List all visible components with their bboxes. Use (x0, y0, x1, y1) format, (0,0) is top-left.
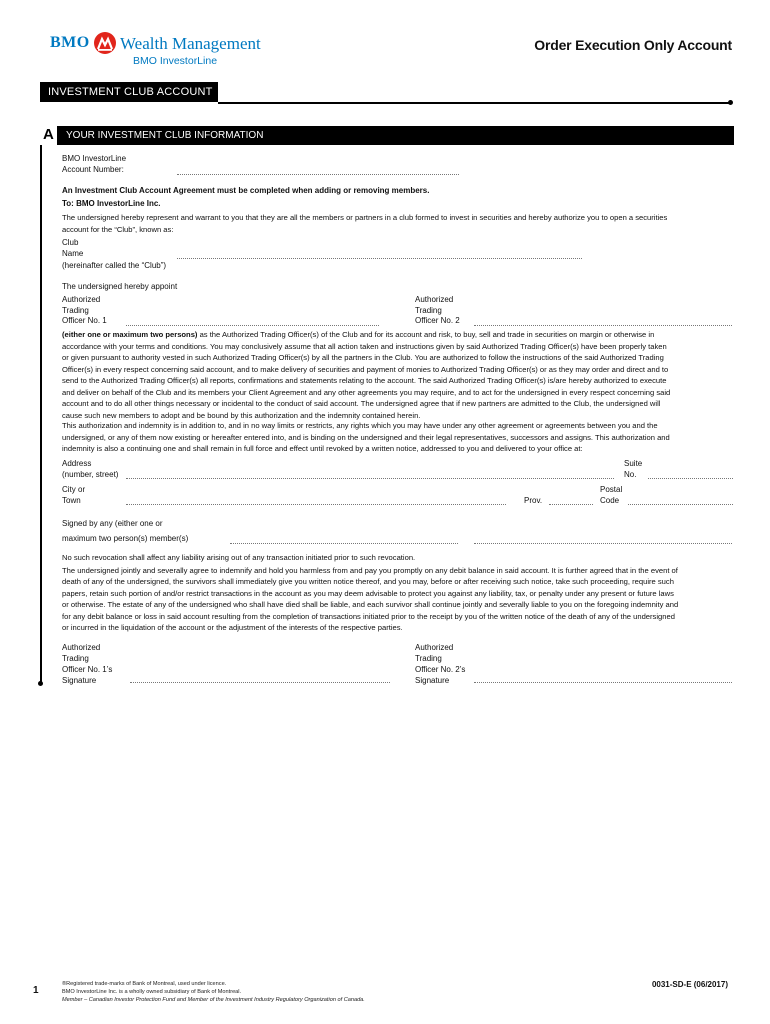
address-field[interactable] (126, 478, 614, 479)
logo-wealth-text: Wealth Management (120, 34, 261, 53)
officer2-label (415, 295, 460, 327)
prov-label: Prov. (524, 496, 543, 505)
bmo-roundel-icon (94, 32, 116, 54)
officer1-label-line1: Authorized (62, 295, 101, 304)
signed-by-line1: Signed by any (either one or (62, 519, 163, 528)
authorization-para-line1: as the Authorized Trading Officer(s) of the Club and for its account and risk, to buy, sell and trade in securities on margin or otherwise in (197, 330, 655, 339)
prov-field[interactable] (549, 504, 593, 505)
revocation-paragraph (62, 552, 742, 634)
club-label-line2: Name (62, 248, 84, 258)
revocation-para-line0: No such revocation shall affect any liability arising out of any transaction initiated prior to such revocation. (62, 553, 416, 562)
indemnity-para-line2: undersigned, or any of them now existing or hereafter entered into, and is binding on the undersigned and their legal representatives, successors and assigns. This authorization and (62, 432, 670, 442)
suite-label-line1: Suite (624, 459, 643, 468)
account-number-field[interactable] (177, 174, 459, 175)
footer-line3: Member – Canadian Investor Protection Fund and Member of the Investment Industry Regulatory Organization of Canada. (62, 997, 365, 1003)
authorization-paragraph (62, 329, 742, 421)
postal-label-line2: Code (600, 495, 620, 505)
authorization-para-line3: or given pursuant to authority vested in such Authorized Trading Officer(s) by all the partners in the Club. You are authorized to follow the instructions of the said Authorized Trading (62, 353, 664, 362)
indemnity-para-line1: This authorization and indemnity is in addition to, and in no way limits or restricts, any rights which you may have under any other agreement or agreements between you and the (62, 421, 658, 430)
officer2-label-line2: Trading (415, 305, 442, 315)
appoint-text: The undersigned hereby appoint (62, 282, 178, 291)
revocation-para-line5: for any debit balance or loss in said account resulting from the completion of transactions initiated prior to the receipt by you of the written notice of the death of any of the undersigned (62, 611, 675, 621)
officer1-signature-field[interactable] (130, 682, 390, 683)
section-a-header (40, 126, 734, 145)
officer1-label (62, 295, 107, 327)
rule-end-dot (728, 100, 733, 105)
sig2-label-line3: Officer No. 2’s (415, 665, 466, 674)
agreement-paragraph (62, 212, 742, 235)
postal-field[interactable] (628, 504, 733, 505)
form-code: 0031-SD-E (06/2017) (651, 980, 728, 989)
sig1-label (62, 642, 112, 686)
logo-bmo-text: BMO (50, 34, 90, 51)
sig1-label-line1: Authorized (62, 643, 101, 652)
address-label-line1: Address (62, 459, 92, 468)
account-label-line2: Account Number: (62, 164, 124, 174)
sig2-label-line4: Signature (415, 676, 450, 685)
sig2-label-line2: Trading (415, 654, 442, 663)
sig2-label (415, 642, 465, 686)
footer-line2: BMO InvestorLine Inc. is a wholly owned subsidiary of Bank of Montreal. (62, 989, 242, 995)
officer1-label-line3: Officer No. 1 (62, 316, 107, 325)
indemnity-para-line3: indemnity is also a continuing one and shall remain in full force and effect until revoked by a written notice, addressed to you and delivered to your office at: (62, 444, 583, 453)
member-signature-field-2[interactable] (474, 543, 732, 544)
authorization-para-line5: send to the Authorized Trading Officer(s) all reports, confirmations and statements relating to the account. The said Authorized Trading Officer(s) is/are hereby authorized to execute (62, 376, 667, 385)
agreement-to: To: BMO InvestorLine Inc. (62, 199, 161, 208)
officer1-label-line2: Trading (62, 305, 89, 315)
signed-by-label (62, 519, 188, 544)
city-label-line2: Town (62, 495, 81, 505)
section-a-letter-text: A (43, 126, 54, 143)
page-number: 1 (33, 985, 39, 996)
left-rule-end-dot (38, 681, 43, 686)
section-a-title: YOUR INVESTMENT CLUB INFORMATION (66, 130, 264, 141)
agreement-para-line2: account for the “Club”, known as: (62, 224, 174, 234)
account-label (62, 154, 126, 175)
left-vertical-rule (40, 145, 42, 683)
section-a-letter (40, 126, 57, 145)
authorization-para-bold: (either one or maximum two persons) (62, 330, 198, 339)
officer1-name-field[interactable] (126, 325, 379, 326)
signed-by-line2: maximum two person(s) member(s) (62, 533, 189, 543)
agreement-para-line1: The undersigned hereby represent and warrant to you that they are all the members or partners in a club formed to invest in securities and hereby authorize you to open a securities (62, 213, 668, 222)
postal-label (600, 485, 622, 506)
sig1-label-line3: Officer No. 1’s (62, 665, 113, 674)
section-bar (40, 82, 218, 102)
revocation-para-line4: or otherwise. The estate of any of the undersigned who shall have died shall be liable, and each survivor shall continue jointly and severally liable to you on the foregoing indemnity and (62, 600, 679, 609)
agreement-heading: An Investment Club Account Agreement must be completed when adding or removing members. (62, 186, 430, 195)
address-label-line2: (number, street) (62, 469, 119, 479)
officer2-label-line1: Authorized (415, 295, 454, 304)
revocation-para-line6: or incurred in the liquidation of the account or the adjustment of the interests of the respective parties. (62, 623, 403, 632)
postal-label-line1: Postal (600, 485, 623, 494)
section-bar-rule (218, 102, 730, 104)
club-label (62, 238, 166, 272)
account-label-line1: BMO InvestorLine (62, 154, 127, 163)
footer-legal (62, 980, 365, 1004)
sig1-label-line2: Trading (62, 654, 89, 663)
city-label (62, 485, 85, 506)
member-signature-field-1[interactable] (230, 543, 458, 544)
revocation-para-line3: papers, retain such portion of and/or restrict transactions in the account as you may deem advisable to protect you against any liability, tax, or penalty under any present or future laws (62, 588, 674, 598)
address-label (62, 459, 118, 480)
city-label-line1: City or (62, 485, 86, 494)
authorization-para-line7: account and to do all other things necessary or incidental to the conduct of said account. The undersigned agree that if new partners are admitted to the Club, the undersigned will (62, 399, 661, 408)
club-label-line3: (hereinafter called the “Club”) (62, 261, 167, 270)
sig1-label-line4: Signature (62, 676, 97, 685)
sig2-label-line1: Authorized (415, 643, 454, 652)
suite-label (624, 459, 642, 480)
suite-field[interactable] (648, 478, 733, 479)
suite-label-line2: No. (624, 469, 637, 479)
section-bar-title: INVESTMENT CLUB ACCOUNT (48, 86, 213, 98)
authorization-para-line8: cause such new members to adopt and be bound by this authorization and the indemnity contained herein. (62, 410, 421, 420)
revocation-para-line2: death of any of the undersigned, the survivors shall immediately give you written notice thereof, and you may, before or after receiving such notice, take such proceeding, require such (62, 577, 674, 586)
page-title: Order Execution Only Account (534, 37, 732, 53)
logo (46, 31, 296, 71)
officer2-signature-field[interactable] (474, 682, 732, 683)
footer-line1: ®Registered trade-marks of Bank of Montreal, used under licence. (62, 981, 227, 987)
indemnity-paragraph (62, 420, 742, 455)
club-label-line1: Club (62, 238, 79, 247)
officer2-label-line3: Officer No. 2 (415, 316, 460, 325)
authorization-para-line2: accordance with your terms and conditions. You may conclusively assume that all action taken and instructions given by said Authorized Trading Officer(s) have been properly taken (62, 341, 667, 351)
logo-investorline-text: BMO InvestorLine (133, 55, 218, 67)
authorization-para-line6: and deliver on behalf of the Club and its members your Client Agreement and any other agreements you may require, and to act for the undersigned in every respect concerning said (62, 387, 671, 397)
officer2-name-field[interactable] (474, 325, 732, 326)
authorization-para-line4: Officer(s) in every respect concerning said account, and to make delivery of securities and payment of monies to Authorized Trading Officer(s) or as they may order and direct and to (62, 364, 669, 374)
revocation-para-line1: The undersigned jointly and severally agree to indemnify and hold you harmless from and pay you promptly on any debit balance in said account. It is further agreed that in the event of (62, 565, 678, 575)
club-name-field[interactable] (177, 258, 582, 259)
city-field[interactable] (126, 504, 506, 505)
